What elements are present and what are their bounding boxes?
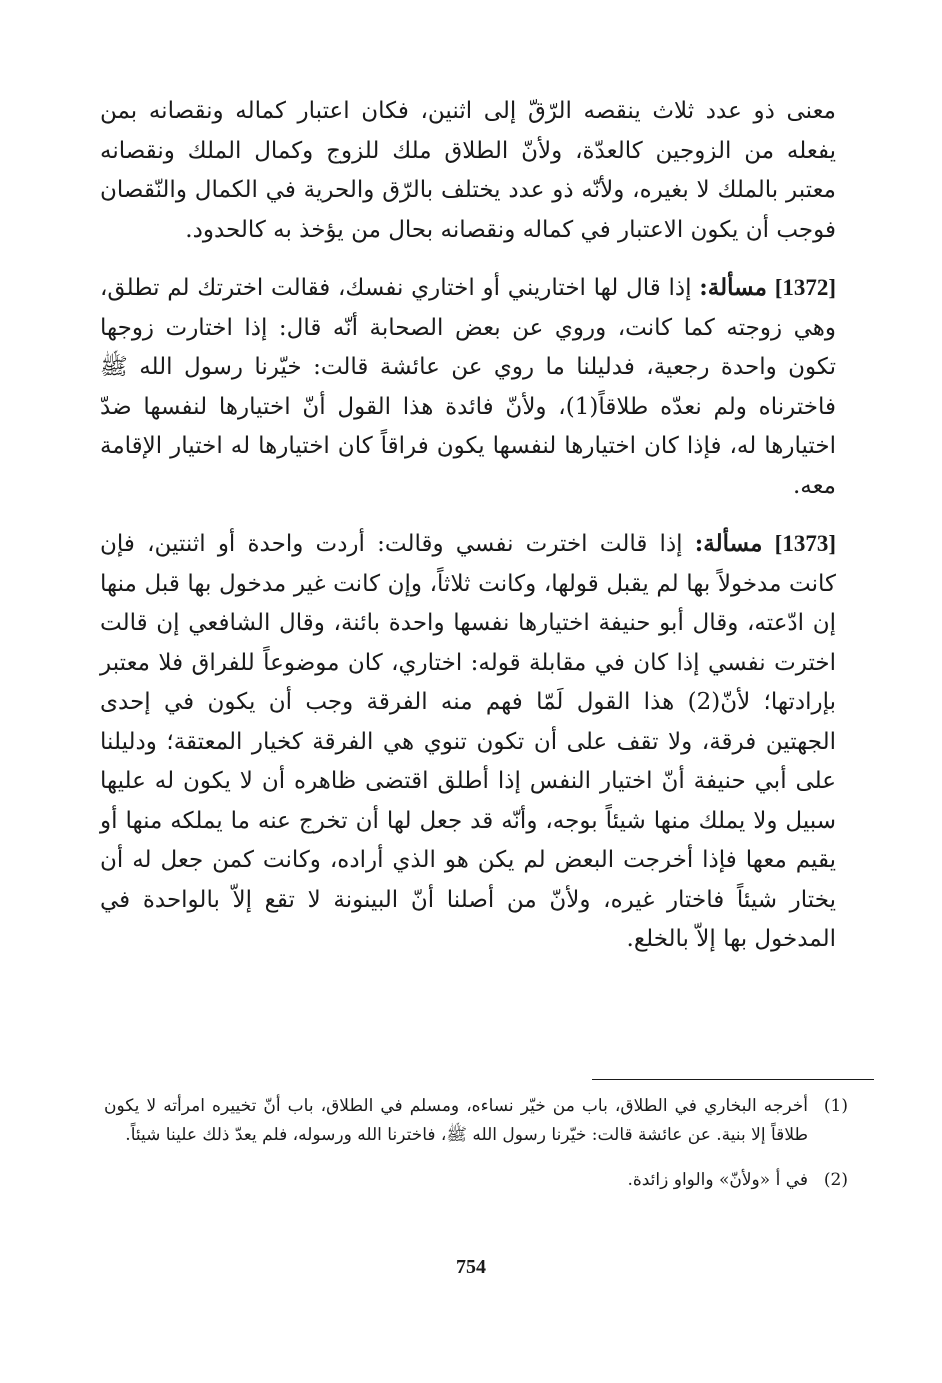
footnote-text: في أ «ولأنّ» والواو زائدة.	[627, 1170, 808, 1190]
issue-number: [1373]	[774, 531, 837, 556]
issue-number: [1372]	[774, 275, 837, 300]
page-number: 754	[456, 1256, 486, 1278]
paragraph-intro: معنى ذو عدد ثلاث ينقصه الرّقّ إلى اثنين، فكان اعتبار كماله ونقصانه بمن يفعله من الزوجين كالعدّة، ولأنّ الطلاق ملك للزوج وكمال الملك ونقصانه معتبر بالملك لا بغيره، ولأنّه ذو عدد يختلف بالرّق والحرية في الكمال والنّقصان فوجب أن يكون الاعتبار في كماله ونقصانه بحال من يؤخذ به كالحدود.	[100, 98, 836, 243]
issue-label: مسألة:	[694, 530, 763, 557]
issue-text: إذا قالت اخترت نفسي وقالت: أردت واحدة أو اثنتين، فإن كانت مدخولاً بها لم يقبل قولها، وكانت ثلاثاً، وإن كانت غير مدخول بها قبل منها إن ادّعته، وقال أبو حنيفة اختيارها نفسها واحدة بائنة، وقال الشافعي إن قالت اخترت نفسي إذا كان في مقابلة قوله: اختاري، كان موضوعاً للفراق فلا معتبر بإرادتها؛ لأنّ(2) هذا القول لَمّا فهم منه الفرقة وجب أن يكون في إحدى الجهتين فرقة، ولا تقف على أن تكون تنوي هي الفرقة كخيار المعتقة؛ ودليلنا على أبي حنيفة أنّ اختيار النفس إذا أطلق اقتضى ظاهره أن لا يكون له عليها سبيل ولا يملك منها شيئاً بوجه، وأنّه قد جعل لها أن تخرج عنه ما يملكه منها أو يقيم معها فإذا أخرجت البعض لم يكن هو الذي أراده، وكانت كمن جعل له أن يختار شيئاً فاختار غيره، ولأنّ من أصلنا أنّ البينونة لا تقع إلاّ بالواحدة في المدخول بها إلاّ بالخلع.	[100, 531, 836, 952]
paragraph-issue-1372	[100, 268, 836, 506]
footnote-divider	[592, 1079, 874, 1080]
footnote-marker: (2)	[823, 1170, 848, 1190]
footnote-1	[104, 1092, 848, 1150]
footnotes	[104, 1092, 848, 1195]
paragraph-issue-1373	[100, 524, 836, 960]
main-text	[100, 92, 836, 960]
footnote-text: أخرجه البخاري في الطلاق، باب من خيّر نساءه، ومسلم في الطلاق، باب أنّ تخييره امرأته لا يكون طلاقاً إلا بنية. عن عائشة قالت: خيّرنا رسول الله ﷺ، فاخترنا الله ورسوله، فلم يعدّ ذلك علينا شيئاً.	[104, 1096, 808, 1145]
issue-text: إذا قال لها اختاريني أو اختاري نفسك، فقالت اخترتك لم تطلق، وهي زوجته كما كانت، وروي عن بعض الصحابة أنّه قال: إذا اختارت زوجها تكون واحدة رجعية، فدليلنا ما روي عن عائشة قالت: خيّرنا رسول الله ﷺ فاخترناه ولم نعدّه طلاقاً(1)، ولأنّ فائدة هذا القول أنّ اختيارها لنفسها ضدّ اختيارها له، فإذا كان اختيارها لنفسها يكون فراقاً كان اختيارها له اختيار الإقامة معه.	[100, 275, 836, 499]
issue-label: مسألة:	[699, 274, 767, 301]
footnote-2	[104, 1166, 848, 1195]
footnote-marker: (1)	[823, 1096, 848, 1116]
